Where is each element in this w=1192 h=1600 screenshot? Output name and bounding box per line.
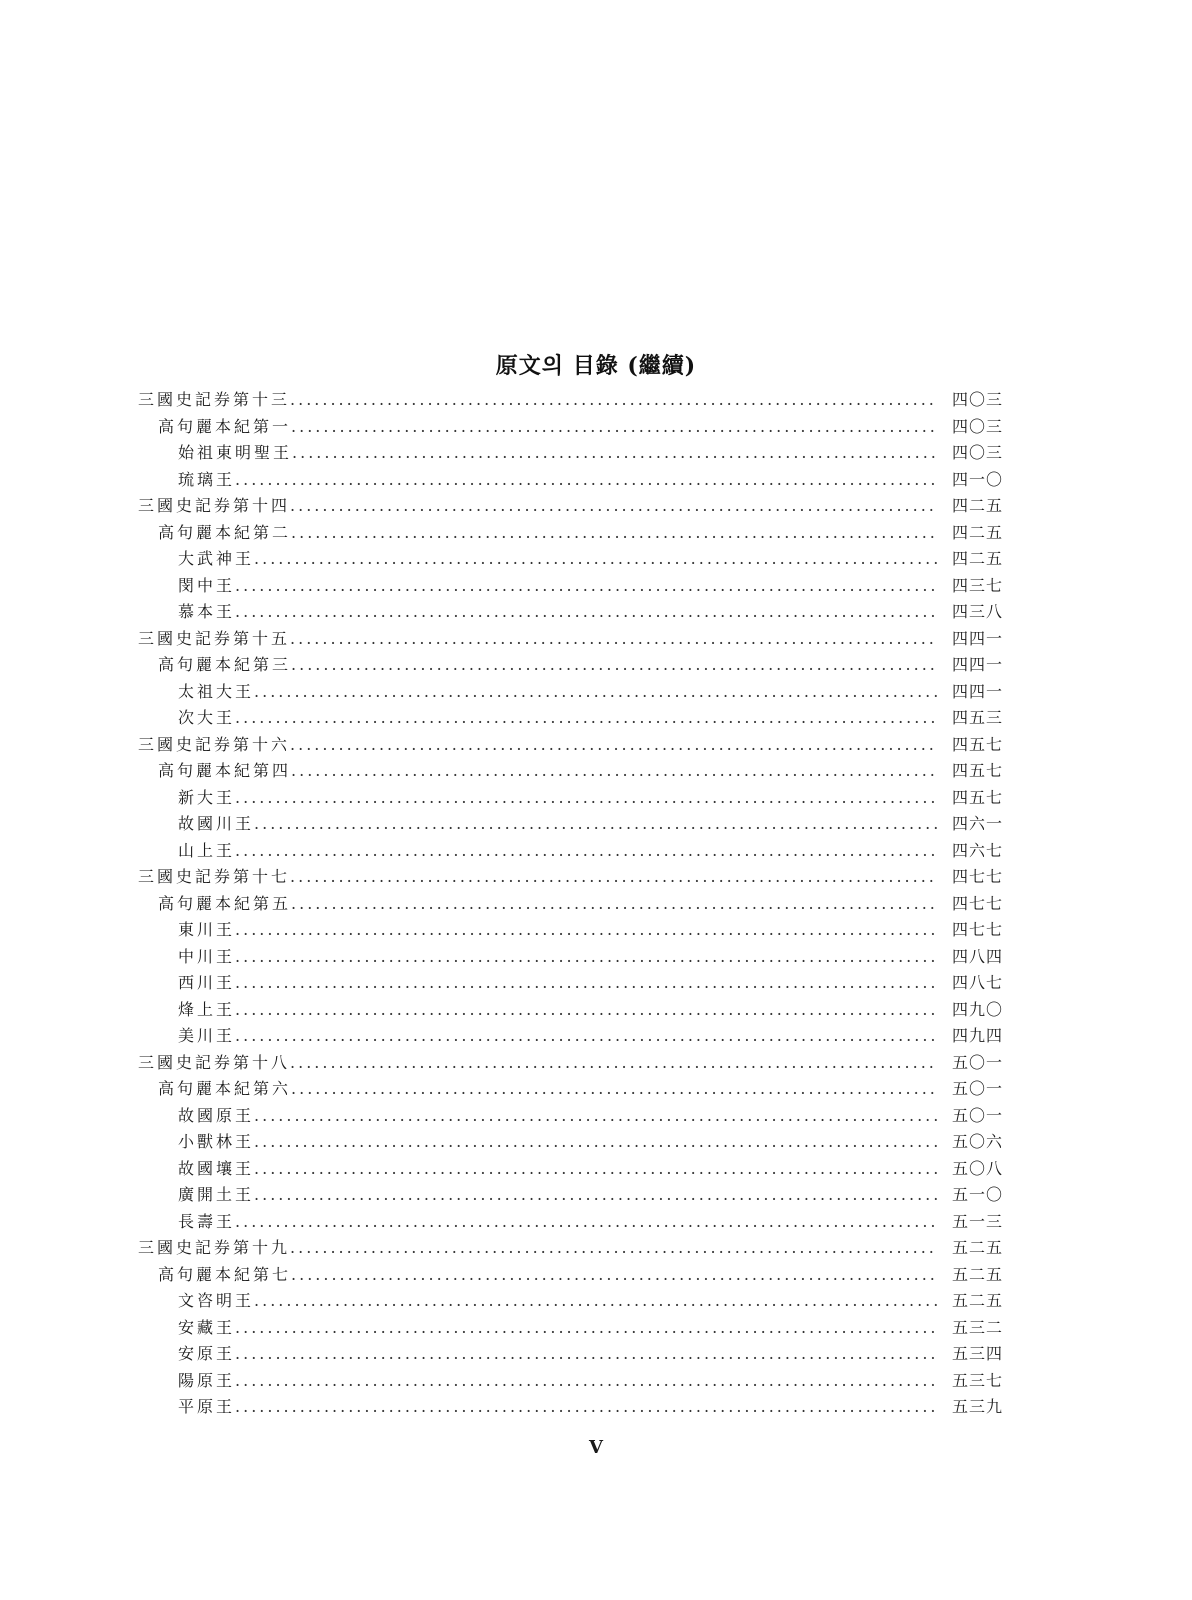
toc-entry-page: 五二五 — [952, 1291, 1004, 1310]
toc-entry-label: 高句麗本紀第六 ..... — [158, 1076, 938, 1103]
toc-entry-label: 山上王 ..... — [178, 838, 938, 865]
toc-entry-page: 五三七 — [952, 1370, 1004, 1390]
toc-entry-label: 琉璃王 ..... — [178, 467, 938, 494]
toc-entry-page: 四三八 — [952, 602, 1004, 621]
toc-entry-label: 次大王 ..... — [178, 705, 938, 732]
toc-entry-label: 慕本王 ..... — [178, 599, 938, 626]
toc-entry-page: 四七七 — [952, 893, 1004, 913]
toc-row — [138, 891, 1038, 918]
toc-entry-label: 高句麗本紀第二 ..... — [158, 520, 938, 547]
toc-row — [138, 785, 1038, 812]
toc-entry-page: 五一三 — [952, 1211, 1004, 1231]
toc-entry-page: 四〇三 — [952, 443, 1004, 462]
toc-row — [138, 732, 1038, 759]
toc-entry-page: 四一〇 — [952, 469, 1004, 489]
toc-entry-label: 三國史記券第十四 ..... — [138, 493, 938, 520]
toc-row — [138, 917, 1038, 944]
toc-row — [138, 599, 1038, 626]
toc-entry-page: 四九〇 — [952, 999, 1004, 1019]
toc-entry-label: 烽上王 ..... — [178, 997, 938, 1024]
toc-row — [138, 705, 1038, 732]
toc-entry-label: 文咨明王 ..... — [178, 1288, 938, 1315]
toc-entry-page: 四九四 — [952, 1026, 1004, 1045]
toc-entry-label: 長壽王 ..... — [178, 1209, 938, 1236]
toc-entry-label: 大武神王 ..... — [178, 546, 938, 573]
toc-row — [138, 652, 1038, 679]
toc-row — [138, 1103, 1038, 1130]
toc-entry-label: 高句麗本紀第五 ..... — [158, 891, 938, 918]
toc-entry-label: 閔中王 ..... — [178, 573, 938, 600]
toc-entry-page: 五一〇 — [952, 1185, 1004, 1204]
toc-row — [138, 493, 1038, 520]
toc-entry-page: 五三二 — [952, 1317, 1004, 1337]
toc-row — [138, 1315, 1038, 1342]
toc-row — [138, 626, 1038, 653]
toc-row — [138, 546, 1038, 573]
toc-entry-page: 五〇一 — [952, 1079, 1004, 1098]
toc-entry-label: 平原王 ..... — [178, 1394, 938, 1421]
toc-row — [138, 970, 1038, 997]
toc-entry-page: 四六一 — [952, 814, 1004, 833]
toc-row — [138, 520, 1038, 547]
toc-row — [138, 758, 1038, 785]
toc-entry-page: 四三七 — [952, 575, 1004, 595]
toc-entry-label: 太祖大王 ..... — [178, 679, 938, 706]
toc-entry-page: 五〇一 — [952, 1052, 1004, 1072]
toc-entry-page: 四七七 — [952, 920, 1004, 939]
toc-entry-page: 四二五 — [952, 496, 1004, 515]
toc-entry-label: 安藏王 ..... — [178, 1315, 938, 1342]
toc-entry-label: 三國史記券第十三 ..... — [138, 387, 938, 414]
toc-entry-page: 四〇三 — [952, 416, 1004, 436]
toc-entry-page: 四〇三 — [952, 390, 1004, 409]
toc-entry-label: 中川王 ..... — [178, 944, 938, 971]
page-title: 原文의 目錄 (繼續) — [495, 353, 697, 379]
toc-row — [138, 573, 1038, 600]
toc-row — [138, 811, 1038, 838]
toc-entry-page: 五〇八 — [952, 1158, 1004, 1178]
toc-row — [138, 1076, 1038, 1103]
page-folio: V — [589, 1437, 603, 1458]
toc-entry-page: 五〇六 — [952, 1132, 1004, 1151]
toc-row — [138, 679, 1038, 706]
toc-entry-page: 五〇一 — [952, 1105, 1004, 1125]
toc-entry-page: 四二五 — [952, 549, 1004, 568]
toc-row — [138, 1129, 1038, 1156]
toc-row — [138, 1156, 1038, 1183]
toc-row — [138, 1235, 1038, 1262]
toc-entry-label: 安原王 ..... — [178, 1341, 938, 1368]
toc-row — [138, 864, 1038, 891]
toc-entry-page: 五二五 — [952, 1238, 1004, 1257]
toc-row — [138, 414, 1038, 441]
toc-entry-page: 四八七 — [952, 973, 1004, 992]
toc-row — [138, 1368, 1038, 1395]
toc-entry-page: 四二五 — [952, 522, 1004, 542]
toc-row — [138, 1050, 1038, 1077]
toc-entry-page: 五三九 — [952, 1397, 1004, 1416]
toc-entry-label: 高句麗本紀第四 ..... — [158, 758, 938, 785]
toc-row — [138, 467, 1038, 494]
toc-entry-label: 高句麗本紀第七 ..... — [158, 1262, 938, 1289]
toc-entry-page: 四五七 — [952, 787, 1004, 807]
toc-entry-label: 新大王 ..... — [178, 785, 938, 812]
toc-entry-page: 四四一 — [952, 655, 1004, 674]
toc-entry-label: 三國史記券第十五 ..... — [138, 626, 938, 653]
toc-entry-label: 西川王 ..... — [178, 970, 938, 997]
toc-row — [138, 1288, 1038, 1315]
toc-entry-label: 高句麗本紀第一 ..... — [158, 414, 938, 441]
toc-entry-label: 故國壤王 ..... — [178, 1156, 938, 1183]
toc-entry-label: 三國史記券第十七 ..... — [138, 864, 938, 891]
toc-entry-label: 三國史記券第十六 ..... — [138, 732, 938, 759]
toc-row — [138, 997, 1038, 1024]
toc-entry-label: 東川王 ..... — [178, 917, 938, 944]
toc-entry-label: 美川王 ..... — [178, 1023, 938, 1050]
toc-entry-page: 四六七 — [952, 840, 1004, 860]
toc-row — [138, 1262, 1038, 1289]
toc-entry-page: 四四一 — [952, 681, 1004, 701]
toc-row — [138, 440, 1038, 467]
table-of-contents — [138, 387, 1038, 1421]
toc-entry-page: 四五三 — [952, 708, 1004, 727]
toc-entry-page: 四五七 — [952, 734, 1004, 754]
toc-entry-label: 三國史記券第十八 ..... — [138, 1050, 938, 1077]
toc-entry-label: 故國川王 ..... — [178, 811, 938, 838]
toc-entry-label: 陽原王 ..... — [178, 1368, 938, 1395]
toc-row — [138, 1182, 1038, 1209]
toc-entry-page: 五二五 — [952, 1264, 1004, 1284]
toc-row — [138, 387, 1038, 414]
toc-entry-label: 始祖東明聖王 ..... — [178, 440, 938, 467]
toc-row — [138, 944, 1038, 971]
toc-entry-label: 小獸林王 ..... — [178, 1129, 938, 1156]
toc-row — [138, 1341, 1038, 1368]
toc-entry-page: 四七七 — [952, 867, 1004, 886]
toc-row — [138, 838, 1038, 865]
toc-entry-page: 四五七 — [952, 761, 1004, 780]
toc-row — [138, 1209, 1038, 1236]
toc-entry-page: 四八四 — [952, 946, 1004, 966]
toc-row — [138, 1023, 1038, 1050]
toc-entry-page: 四四一 — [952, 628, 1004, 648]
toc-entry-label: 三國史記券第十九 ..... — [138, 1235, 938, 1262]
toc-entry-label: 故國原王 ..... — [178, 1103, 938, 1130]
toc-entry-page: 五三四 — [952, 1344, 1004, 1363]
toc-row — [138, 1394, 1038, 1421]
toc-entry-label: 廣開土王 ..... — [178, 1182, 938, 1209]
toc-entry-label: 高句麗本紀第三 ..... — [158, 652, 938, 679]
